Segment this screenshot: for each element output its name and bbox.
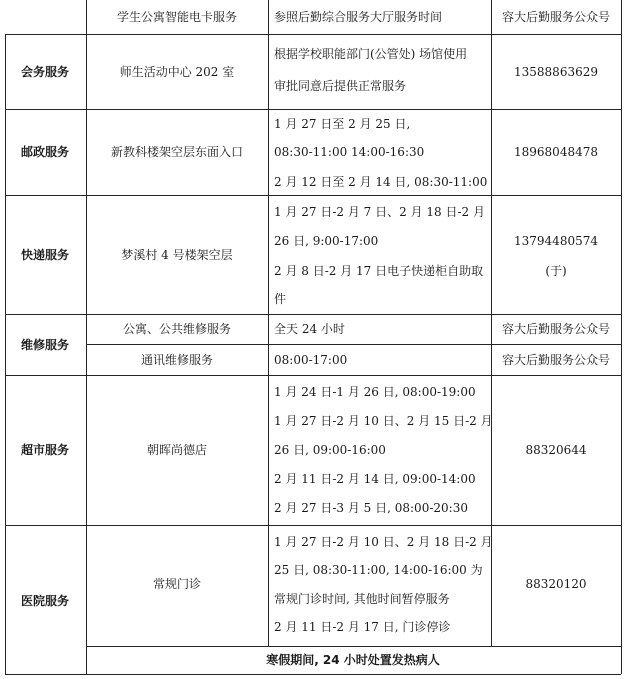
hours-line: 1 月 27 日-2 月 10 日、2 月 18 日-2 月 xyxy=(274,535,493,549)
location-supermarket: 朝晖尚德店 xyxy=(146,443,208,457)
hours-repair-telecom: 08:00-17:00 xyxy=(274,353,348,367)
location-conference: 师生活动中心 202 室 xyxy=(119,65,235,79)
category-hospital: 医院服务 xyxy=(20,594,70,608)
hours-line: 2 月 11 日-2 月 14 日, 09:00-14:00 xyxy=(274,472,476,486)
grid-line xyxy=(86,0,87,674)
header-hours: 参照后勤综合服务大厅服务时间 xyxy=(274,10,443,24)
category-conference: 会务服务 xyxy=(20,65,70,79)
grid-line xyxy=(268,0,269,646)
contact-express: 13794480574 xyxy=(514,234,598,248)
contact-supermarket: 88320644 xyxy=(525,443,587,457)
contact-repair-housing: 容大后勤服务公众号 xyxy=(501,322,611,336)
grid-line xyxy=(5,34,6,674)
location-repair-housing: 公寓、公共维修服务 xyxy=(122,322,232,336)
location-postal: 新教科楼架空层东面入口 xyxy=(110,145,244,159)
hours-line: 08:30-11:00 14:00-16:30 xyxy=(274,145,425,159)
hours-line: 25 日, 08:30-11:00, 14:00-16:00 为 xyxy=(274,563,483,577)
contact-note-express: (于) xyxy=(545,264,567,278)
category-repair: 维修服务 xyxy=(20,338,70,352)
grid-line xyxy=(86,344,621,345)
grid-line xyxy=(5,34,621,35)
category-postal: 邮政服务 xyxy=(20,145,70,159)
category-supermarket: 超市服务 xyxy=(20,443,70,457)
contact-postal: 18968048478 xyxy=(514,145,598,159)
header-location: 学生公寓智能电卡服务 xyxy=(116,10,238,24)
hours-line: 审批同意后提供正常服务 xyxy=(274,79,407,93)
hours-line: 1 月 27 日-2 月 7 日、2 月 18 日-2 月 xyxy=(274,205,485,219)
location-repair-telecom: 通讯维修服务 xyxy=(140,353,214,367)
contact-conference: 13588863629 xyxy=(514,65,598,79)
grid-line xyxy=(5,109,621,110)
location-express: 梦溪村 4 号楼架空层 xyxy=(121,248,233,262)
hours-line: 1 月 27 日-2 月 10 日、2 月 15 日-2 月 xyxy=(274,414,493,428)
hours-line: 1 月 27 日至 2 月 25 日, xyxy=(274,117,411,131)
hours-line: 件 xyxy=(274,292,287,306)
hours-line: 26 日, 09:00-16:00 xyxy=(274,443,386,457)
grid-line xyxy=(5,525,621,526)
hours-line: 2 月 11 日-2 月 17 日, 门诊停诊 xyxy=(274,620,451,634)
header-contact: 容大后勤服务公众号 xyxy=(501,10,611,24)
location-hospital: 常规门诊 xyxy=(152,577,202,591)
contact-repair-telecom: 容大后勤服务公众号 xyxy=(501,353,611,367)
hours-line: 常规门诊时间, 其他时间暂停服务 xyxy=(274,592,450,606)
hours-line: 2 月 8 日-2 月 17 日电子快递柜自助取 xyxy=(274,264,484,278)
hours-line: 2 月 12 日至 2 月 14 日, 08:30-11:00 xyxy=(274,175,488,189)
grid-line xyxy=(5,375,621,376)
grid-line xyxy=(86,646,621,647)
grid-line xyxy=(5,674,621,675)
hours-line: 根据学校职能部门(公管处) 场馆使用 xyxy=(274,47,468,61)
grid-line xyxy=(491,0,492,646)
grid-line xyxy=(5,314,621,315)
hours-line: 26 日, 9:00-17:00 xyxy=(274,234,379,248)
hours-line: 2 月 27 日-3 月 5 日, 08:00-20:30 xyxy=(274,501,468,515)
category-express: 快递服务 xyxy=(20,248,70,262)
grid-line xyxy=(621,0,622,674)
hours-repair-housing: 全天 24 小时 xyxy=(274,322,345,336)
footer-note-hospital: 寒假期间, 24 小时处置发热病人 xyxy=(266,653,440,667)
contact-hospital: 88320120 xyxy=(525,577,587,591)
grid-line xyxy=(5,195,621,196)
hours-line: 1 月 24 日-1 月 26 日, 08:00-19:00 xyxy=(274,385,476,399)
